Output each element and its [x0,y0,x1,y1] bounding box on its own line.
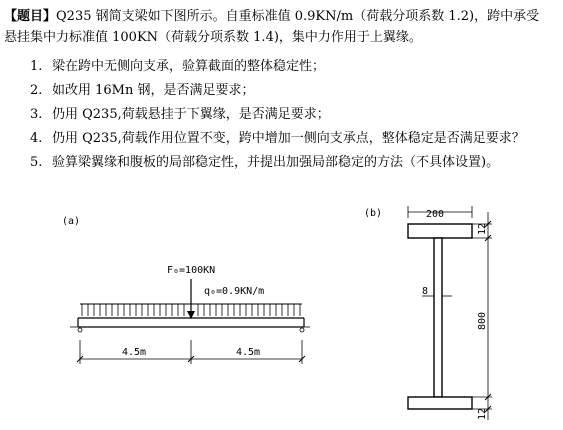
requirement-item: 1. 梁在跨中无侧向支承，验算截面的整体稳定性； [30,59,326,74]
web-height-label: 800 [477,311,488,330]
left-support [70,327,82,332]
bottom-flange [408,397,472,409]
problem-tag: 【题目】 [4,9,57,24]
requirement-item: 5. 验算梁翼缘和腹板的局部稳定性，并提出加强局部稳定的方法（不具体设置)。 [30,155,500,170]
figure-b-label: (b) [364,208,383,219]
point-load-label: F₀=100KN [167,265,216,276]
problem-line-2: 悬挂集中力标准值 100KN（荷载分项系数 1.4)，集中力作用于上翼缘。 [4,30,422,45]
span-right-label: 4.5m [236,347,261,358]
right-support [300,327,310,332]
beam-diagram [62,216,310,364]
top-flange-thickness-label: 12 [477,222,488,235]
flange-width-label: 200 [426,209,445,220]
requirement-item: 3. 仍用 Q235,荷载悬挂于下翼缘，是否满足要求； [30,107,330,122]
figure-a-label: (a) [62,216,81,227]
distributed-load-label: q₀=0.9KN/m [204,286,265,297]
top-flange [408,224,472,238]
span-left-label: 4.5m [122,347,147,358]
web-thickness-label: 8 [422,286,429,297]
bottom-flange-thickness-label: 12 [477,407,488,420]
problem-text-1: Q235 钢简支梁如下图所示。自重标准值 0.9KN/m（荷载分项系数 1.2)，跨中承受 [56,9,540,24]
requirement-item: 4. 仍用 Q235,荷载作用位置不变，跨中增加一侧向支承点，整体稳定是否满足要求？ [30,131,525,146]
requirement-item: 2. 如改用 16Mn 钢，是否满足要求； [30,83,255,98]
web [434,238,442,397]
cross-section-diagram [364,206,492,420]
